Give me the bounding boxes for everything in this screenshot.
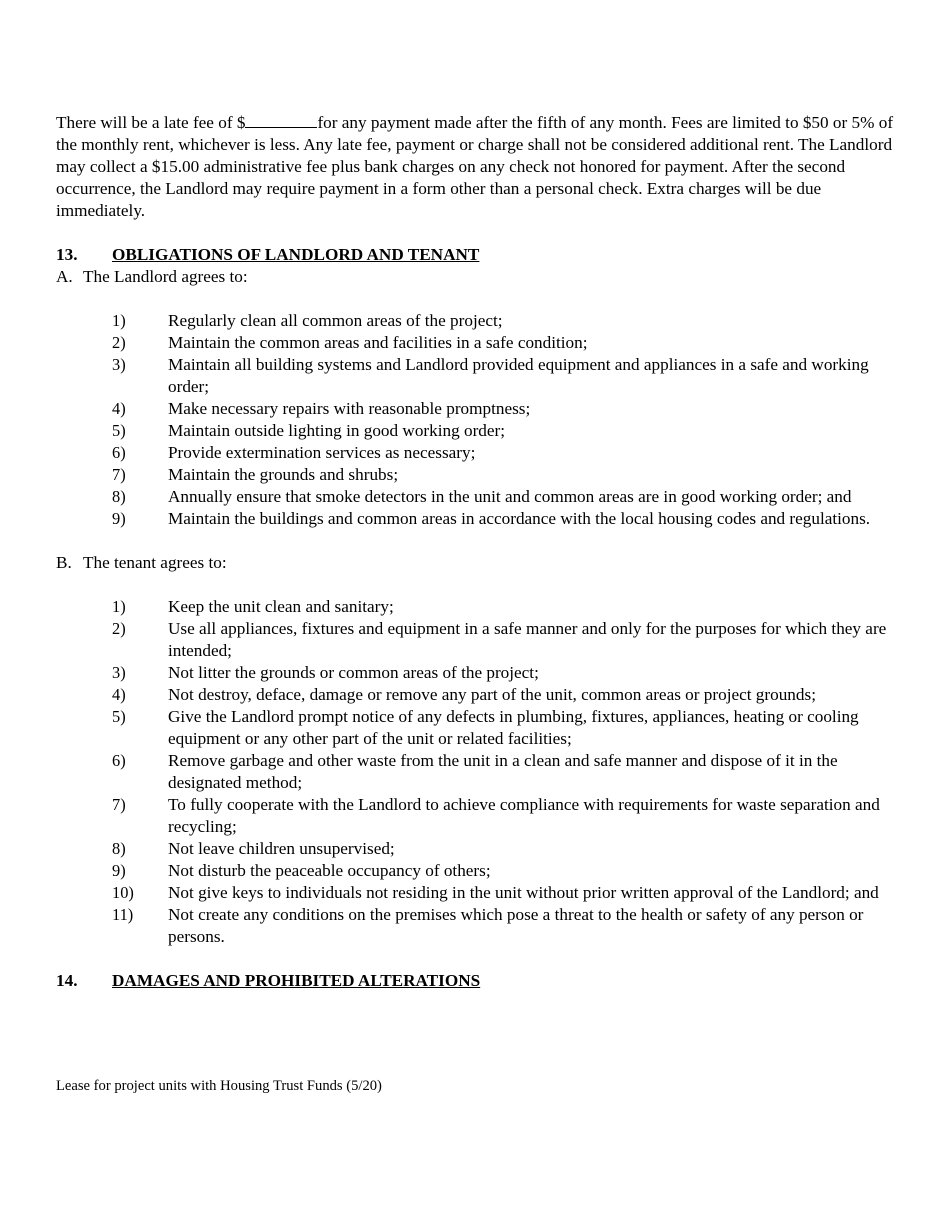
document-page bbox=[56, 112, 896, 992]
item-number: 7) bbox=[112, 465, 126, 484]
item-number: 6) bbox=[112, 443, 126, 462]
item-number: 8) bbox=[112, 487, 126, 506]
list-item bbox=[56, 596, 896, 618]
item-number: 2) bbox=[112, 619, 126, 638]
subheading-letter: A. bbox=[56, 267, 73, 286]
list-item bbox=[56, 882, 896, 904]
list-item bbox=[56, 398, 896, 420]
late-fee-prefix: There will be a late fee of $ bbox=[56, 113, 246, 132]
item-text: Not leave children unsupervised; bbox=[168, 839, 395, 858]
item-number: 8) bbox=[112, 839, 126, 858]
section-13-heading bbox=[56, 244, 896, 266]
tenant-subheading bbox=[56, 552, 896, 574]
item-text: Maintain the common areas and facilities in a safe condition; bbox=[168, 333, 588, 352]
item-number: 3) bbox=[112, 663, 126, 682]
section-title: DAMAGES AND PROHIBITED ALTERATIONS bbox=[112, 971, 481, 990]
item-text: Not disturb the peaceable occupancy of others; bbox=[168, 861, 491, 880]
item-number: 10) bbox=[112, 883, 134, 902]
list-item bbox=[56, 442, 896, 464]
late-fee-blank bbox=[245, 113, 317, 128]
item-number: 5) bbox=[112, 421, 126, 440]
subheading-letter: B. bbox=[56, 553, 72, 572]
item-text: Not create any conditions on the premises which pose a threat to the health or safety of any person or persons. bbox=[168, 905, 864, 946]
subheading-text: The tenant agrees to: bbox=[83, 553, 227, 572]
page-footer: Lease for project units with Housing Trust Funds (5/20) bbox=[56, 1078, 382, 1094]
item-number: 2) bbox=[112, 333, 126, 352]
landlord-obligations-list bbox=[56, 310, 896, 530]
list-item bbox=[56, 904, 896, 948]
section-14-heading bbox=[56, 970, 896, 992]
list-item bbox=[56, 838, 896, 860]
item-text: Maintain outside lighting in good working order; bbox=[168, 421, 506, 440]
item-number: 6) bbox=[112, 751, 126, 770]
item-text: Give the Landlord prompt notice of any defects in plumbing, fixtures, appliances, heating or cooling equipment or any other part of the unit or related facilities; bbox=[168, 707, 859, 748]
item-text: Regularly clean all common areas of the project; bbox=[168, 311, 503, 330]
item-number: 3) bbox=[112, 355, 126, 374]
item-text: Remove garbage and other waste from the unit in a clean and safe manner and dispose of it in the designated method; bbox=[168, 751, 838, 792]
item-text: Maintain the buildings and common areas in accordance with the local housing codes and regulations. bbox=[168, 509, 871, 528]
item-text: Make necessary repairs with reasonable promptness; bbox=[168, 399, 531, 418]
item-text: To fully cooperate with the Landlord to achieve compliance with requirements for waste separation and recycling; bbox=[168, 795, 880, 836]
item-text: Maintain the grounds and shrubs; bbox=[168, 465, 399, 484]
item-number: 7) bbox=[112, 795, 126, 814]
section-title: OBLIGATIONS OF LANDLORD AND TENANT bbox=[112, 245, 480, 264]
list-item bbox=[56, 684, 896, 706]
item-text: Use all appliances, fixtures and equipment in a safe manner and only for the purposes for which they are intended; bbox=[168, 619, 887, 660]
spacer bbox=[56, 530, 896, 552]
list-item bbox=[56, 508, 896, 530]
item-number: 1) bbox=[112, 311, 126, 330]
item-number: 1) bbox=[112, 597, 126, 616]
list-item bbox=[56, 750, 896, 794]
list-item bbox=[56, 618, 896, 662]
section-number: 14. bbox=[56, 971, 78, 990]
list-item bbox=[56, 662, 896, 684]
item-text: Not destroy, deface, damage or remove any part of the unit, common areas or project grounds; bbox=[168, 685, 816, 704]
late-fee-paragraph bbox=[56, 112, 896, 222]
item-number: 9) bbox=[112, 509, 126, 528]
item-text: Maintain all building systems and Landlord provided equipment and appliances in a safe and working order; bbox=[168, 355, 869, 396]
subheading-text: The Landlord agrees to: bbox=[83, 267, 248, 286]
list-item bbox=[56, 332, 896, 354]
list-item bbox=[56, 420, 896, 442]
item-text: Not give keys to individuals not residing in the unit without prior written approval of the Landlord; and bbox=[168, 883, 879, 902]
item-number: 4) bbox=[112, 685, 126, 704]
list-item bbox=[56, 464, 896, 486]
list-item bbox=[56, 486, 896, 508]
item-number: 4) bbox=[112, 399, 126, 418]
item-text: Provide extermination services as necessary; bbox=[168, 443, 476, 462]
item-text: Keep the unit clean and sanitary; bbox=[168, 597, 394, 616]
list-item bbox=[56, 354, 896, 398]
item-number: 5) bbox=[112, 707, 126, 726]
list-item bbox=[56, 310, 896, 332]
tenant-obligations-list bbox=[56, 596, 896, 948]
item-number: 11) bbox=[112, 905, 134, 924]
item-text: Not litter the grounds or common areas of the project; bbox=[168, 663, 539, 682]
list-item bbox=[56, 706, 896, 750]
list-item bbox=[56, 794, 896, 838]
section-number: 13. bbox=[56, 245, 78, 264]
late-fee-suffix: for any payment made after the fifth of any month. Fees are limited to $50 or 5% of the monthly rent, whichever is less. Any late fee, payment or charge shall not be considered additional rent. The Landlord may collect a $15.00 administrative fee plus bank charges on any check not honored for payment. After the second occurrence, the Landlord may require payment in a form other than a personal check. Extra charges will be due immediately. bbox=[56, 113, 894, 220]
landlord-subheading bbox=[56, 266, 896, 288]
item-text: Annually ensure that smoke detectors in the unit and common areas are in good working order; and bbox=[168, 487, 852, 506]
list-item bbox=[56, 860, 896, 882]
item-number: 9) bbox=[112, 861, 126, 880]
